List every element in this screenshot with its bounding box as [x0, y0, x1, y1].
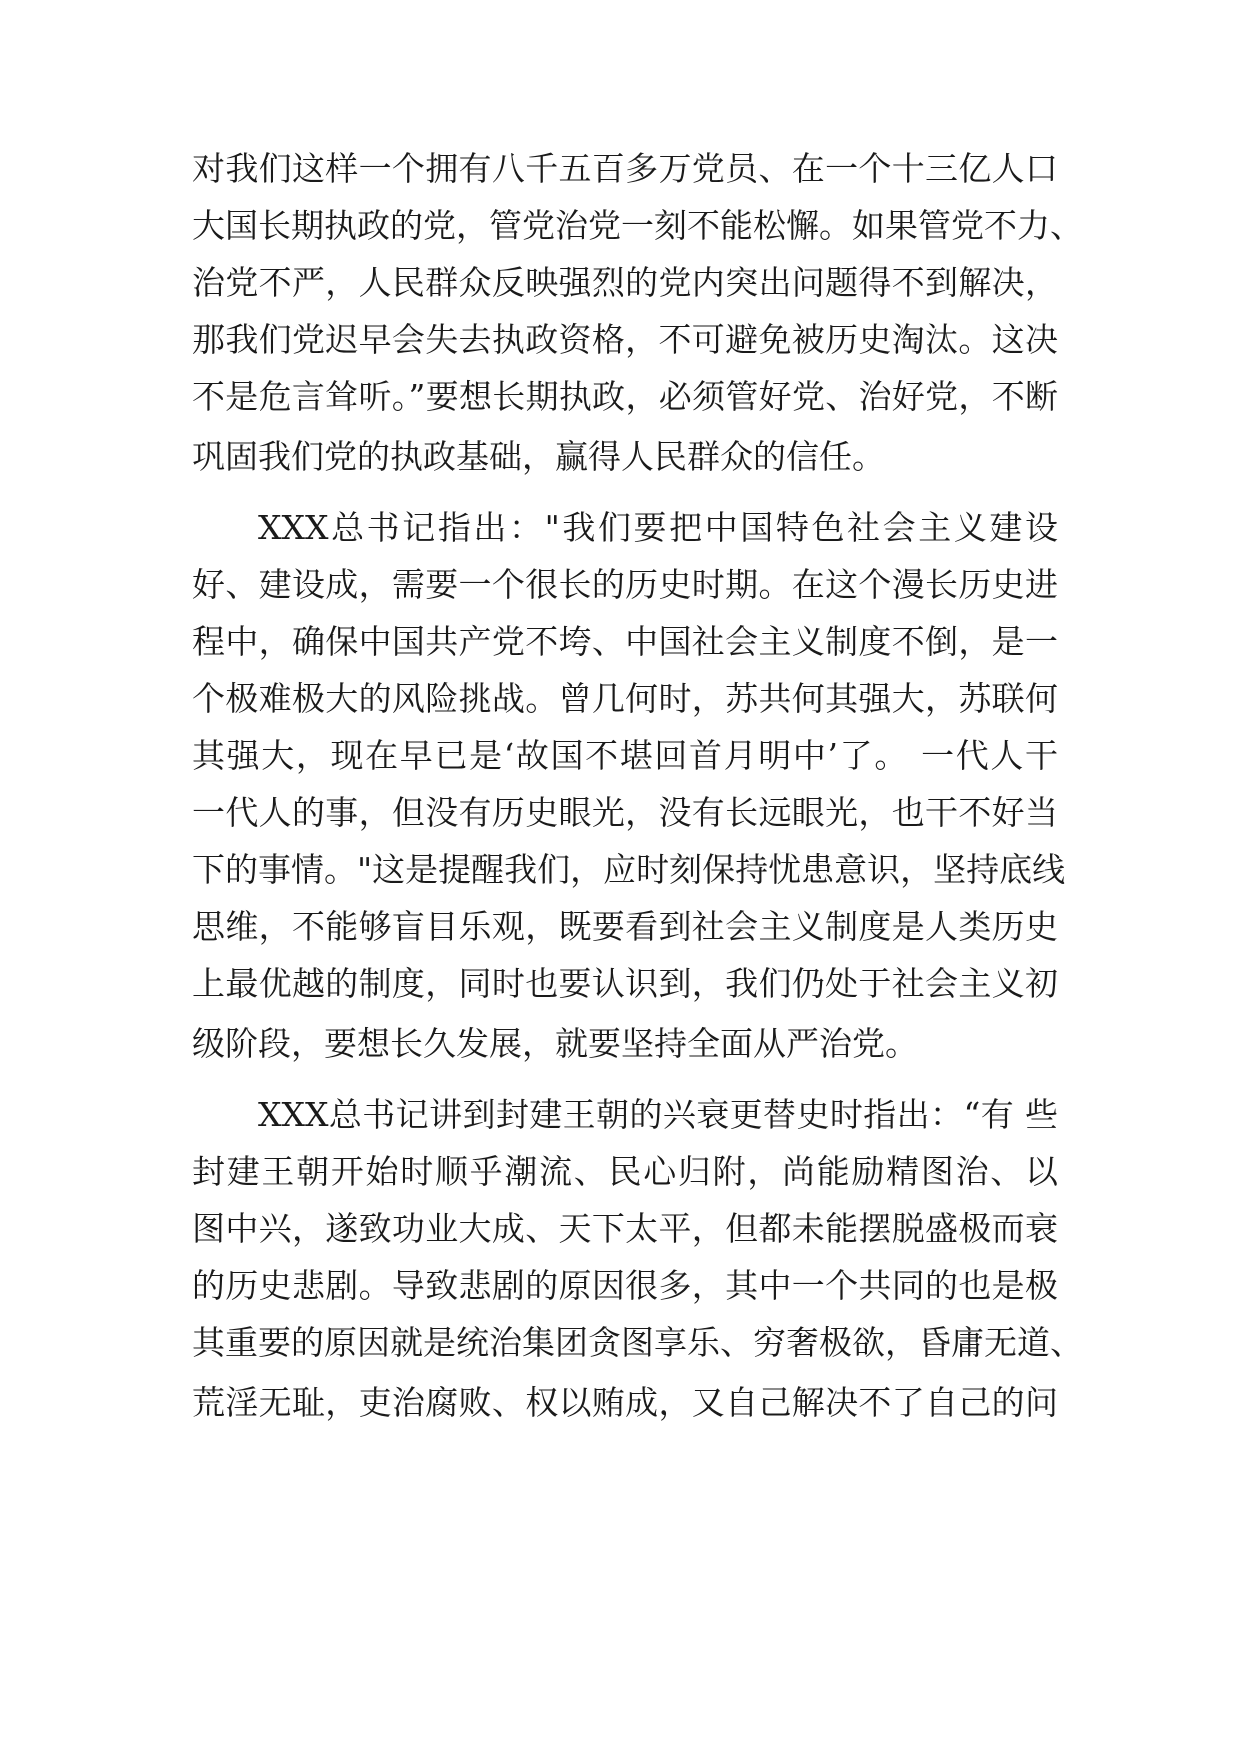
text-line: 治党不严，人民群众反映强烈的党内突出问题得不到解决，: [192, 263, 1058, 302]
document-body: [192, 146, 1083, 1437]
text-line: 其重要的原因就是统治集团贪图享乐、穷奢极欲，昏庸无道、: [192, 1323, 1083, 1362]
text-line: 思维，不能够盲目乐观，既要看到社会主义制度是人类历史: [192, 907, 1058, 946]
text-line: 图中兴，遂致功业大成、天下太平，但都未能摆脱盛极而衰: [192, 1209, 1058, 1248]
text-line: 一代人的事，但没有历史眼光，没有长远眼光，也干不好当: [192, 793, 1058, 832]
text-line: 其强大，现在早已是‘故国不堪回首月明中’了。 一代人干: [192, 736, 1058, 775]
text-line: 那我们党迟早会失去执政资格，不可避免被历史淘汰。这决: [192, 320, 1058, 359]
text-line: 好、建设成，需要一个很长的历史时期。在这个漫长历史进: [192, 565, 1058, 604]
text-line: 荒淫无耻，吏治腐败、权以贿成，又自己解决不了自己的问: [192, 1383, 1058, 1422]
text-line: XXX总书记指出："我们要把中国特色社会主义建设: [258, 508, 1058, 547]
text-line: 大国长期执政的党，管党治党一刻不能松懈。如果管党不力、: [192, 206, 1083, 245]
text-line: 不是危言耸听。”要想长期执政，必须管好党、治好党，不断: [192, 377, 1058, 416]
text-line: 级阶段，要想长久发展，就要坚持全面从严治党。: [192, 1024, 918, 1063]
text-line: 巩固我们党的执政基础，赢得人民群众的信任。: [192, 437, 885, 476]
paragraph: [192, 146, 1083, 480]
text-line: 对我们这样一个拥有八千五百多万党员、在一个十三亿人口: [192, 149, 1058, 188]
text-line: 的历史悲剧。导致悲剧的原因很多，其中一个共同的也是极: [192, 1266, 1058, 1305]
text-line: 个极难极大的风险挑战。曾几何时，苏共何其强大，苏联何: [192, 679, 1058, 718]
paragraph: [192, 505, 1066, 1067]
text-line: 程中，确保中国共产党不垮、中国社会主义制度不倒，是一: [192, 622, 1058, 661]
paragraph: [192, 1092, 1083, 1426]
text-line: 下的事情。"这是提醒我们，应时刻保持忧患意识，坚持底线: [192, 850, 1066, 889]
text-line: 上最优越的制度，同时也要认识到，我们仍处于社会主义初: [192, 964, 1058, 1003]
text-line: XXX总书记讲到封建王朝的兴衰更替史时指出：“有 些: [258, 1095, 1058, 1134]
text-line: 封建王朝开始时顺乎潮流、民心归附，尚能励精图治、以: [192, 1152, 1058, 1191]
